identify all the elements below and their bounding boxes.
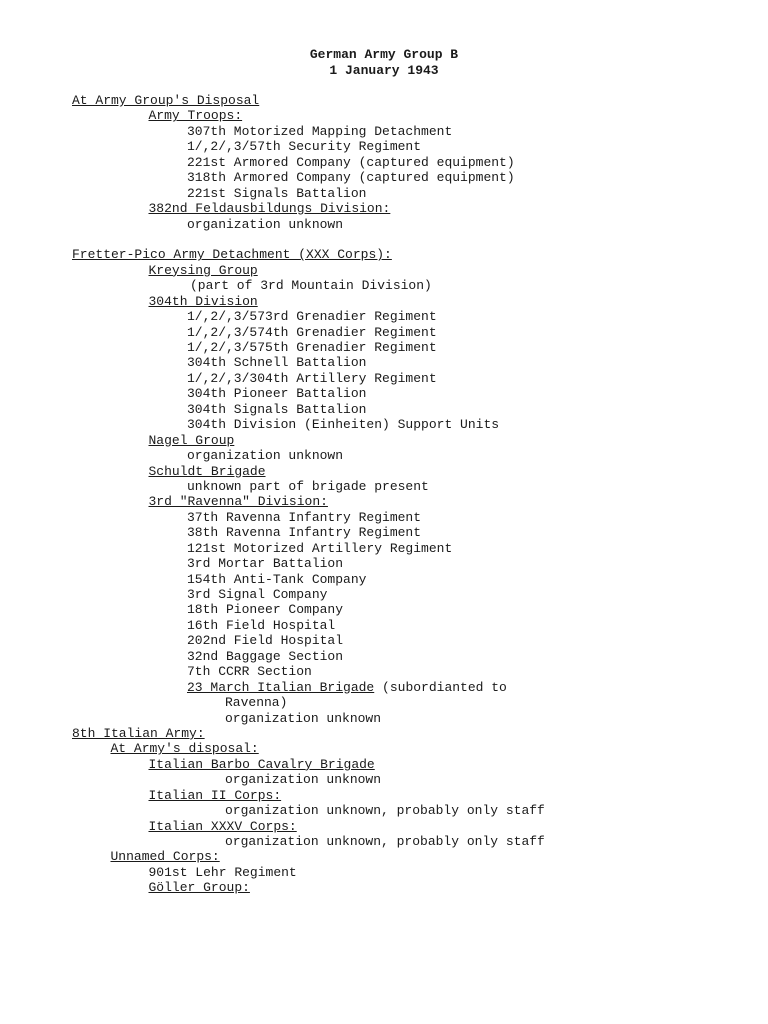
document-line bbox=[72, 417, 545, 432]
document-line bbox=[72, 757, 545, 772]
unit-entry: 3rd Mortar Battalion bbox=[187, 556, 344, 572]
document-date: 1 January 1943 bbox=[329, 62, 439, 78]
document-line bbox=[72, 448, 545, 463]
unit-entry: 37th Ravenna Infantry Regiment bbox=[187, 509, 422, 525]
unit-entry: 16th Field Hospital bbox=[187, 617, 336, 633]
blank-line bbox=[72, 232, 545, 247]
document-line bbox=[72, 772, 545, 787]
unit-entry: 221st Armored Company (captured equipment) bbox=[187, 154, 515, 170]
document-line bbox=[72, 680, 545, 695]
document-line bbox=[72, 695, 545, 710]
unit-entry: 1/,2/,3/574th Grenadier Regiment bbox=[187, 324, 437, 340]
document-line bbox=[72, 587, 545, 602]
unit-heading: Italian II Corps: bbox=[148, 787, 282, 803]
document-line bbox=[72, 186, 545, 201]
unit-heading: Italian XXXV Corps: bbox=[148, 818, 297, 834]
unit-entry: unknown part of brigade present bbox=[187, 478, 429, 494]
unit-heading: Fretter-Pico Army Detachment (XXX Corps): bbox=[72, 247, 392, 263]
unit-entry: 221st Signals Battalion bbox=[187, 185, 367, 201]
order-of-battle-list bbox=[72, 93, 545, 896]
unit-heading: 23 March Italian Brigade bbox=[187, 679, 375, 695]
document-line bbox=[72, 479, 545, 494]
unit-entry: 304th Schnell Battalion bbox=[187, 355, 367, 371]
unit-entry: 18th Pioneer Company bbox=[187, 602, 344, 618]
document-line bbox=[72, 402, 545, 417]
document-line bbox=[72, 649, 545, 664]
unit-heading: At Army's disposal: bbox=[110, 741, 259, 757]
unit-heading: Kreysing Group bbox=[148, 262, 258, 278]
document-line bbox=[72, 247, 545, 262]
unit-heading: 382nd Feldausbildungs Division: bbox=[148, 201, 391, 217]
unit-heading: Göller Group: bbox=[148, 880, 250, 896]
document-line bbox=[72, 371, 545, 386]
document-line bbox=[72, 880, 545, 895]
unit-entry: 7th CCRR Section bbox=[187, 664, 312, 680]
document-line bbox=[72, 355, 545, 370]
document-line bbox=[72, 155, 545, 170]
unit-heading: 8th Italian Army: bbox=[72, 725, 205, 741]
document-line bbox=[72, 741, 545, 756]
document-line bbox=[72, 325, 545, 340]
unit-entry: organization unknown bbox=[187, 448, 344, 464]
document-line bbox=[72, 572, 545, 587]
unit-entry: 901st Lehr Regiment bbox=[148, 864, 297, 880]
unit-entry: organization unknown bbox=[187, 216, 344, 232]
unit-entry: 307th Motorized Mapping Detachment bbox=[187, 123, 453, 139]
unit-entry: 154th Anti-Tank Company bbox=[187, 571, 367, 587]
document-line bbox=[72, 711, 545, 726]
document-line bbox=[72, 201, 545, 216]
document-title: German Army Group B bbox=[309, 47, 459, 62]
document-line bbox=[72, 834, 545, 849]
unit-entry: organization unknown, probably only staff bbox=[225, 834, 545, 849]
unit-heading: Schuldt Brigade bbox=[148, 463, 266, 479]
unit-heading: Army Troops: bbox=[148, 108, 243, 124]
unit-entry: 202nd Field Hospital bbox=[187, 633, 344, 649]
unit-entry: 304th Pioneer Battalion bbox=[187, 386, 367, 402]
unit-heading: At Army Group's Disposal bbox=[72, 93, 260, 108]
document-line bbox=[72, 217, 545, 232]
unit-entry: 304th Signals Battalion bbox=[187, 401, 367, 417]
document-line bbox=[72, 525, 545, 540]
unit-entry: organization unknown bbox=[225, 772, 382, 788]
document-line bbox=[72, 664, 545, 679]
document-line bbox=[72, 819, 545, 834]
document-line bbox=[72, 464, 545, 479]
document-line bbox=[72, 278, 545, 293]
unit-entry: 1/,2/,3/575th Grenadier Regiment bbox=[187, 340, 437, 355]
unit-heading: Nagel Group bbox=[148, 432, 235, 448]
document-line bbox=[72, 433, 545, 448]
document-line bbox=[72, 170, 545, 185]
unit-entry: 318th Armored Company (captured equipment) bbox=[187, 170, 515, 186]
document-line bbox=[72, 108, 545, 123]
document-line bbox=[72, 618, 545, 633]
document-line bbox=[72, 849, 545, 864]
document-line bbox=[72, 386, 545, 401]
unit-entry: 304th Division (Einheiten) Support Units bbox=[187, 417, 500, 433]
document-line bbox=[72, 124, 545, 139]
unit-heading: Unnamed Corps: bbox=[110, 849, 220, 865]
unit-entry: organization unknown, probably only staff bbox=[225, 803, 545, 819]
unit-entry: 1/,2/,3/57th Security Regiment bbox=[187, 139, 422, 155]
document-line bbox=[72, 556, 545, 571]
document-line bbox=[72, 602, 545, 617]
document-line bbox=[72, 340, 545, 355]
unit-entry: organization unknown bbox=[225, 710, 382, 726]
unit-entry: (part of 3rd Mountain Division) bbox=[190, 278, 432, 294]
unit-entry: 1/,2/,3/304th Artillery Regiment bbox=[187, 370, 437, 386]
document-line bbox=[72, 726, 545, 741]
unit-entry: Ravenna) bbox=[225, 695, 288, 711]
document-line bbox=[72, 633, 545, 648]
unit-note: (subordianted to bbox=[374, 679, 507, 695]
document-line bbox=[72, 510, 545, 525]
unit-entry: 121st Motorized Artillery Regiment bbox=[187, 540, 453, 556]
document-line bbox=[72, 803, 545, 818]
unit-entry: 3rd Signal Company bbox=[187, 587, 328, 602]
unit-entry: 1/,2/,3/573rd Grenadier Regiment bbox=[187, 309, 437, 325]
document-line bbox=[72, 788, 545, 803]
document-line bbox=[72, 294, 545, 309]
document-line bbox=[72, 541, 545, 556]
document-line bbox=[72, 93, 545, 108]
document-line bbox=[72, 263, 545, 278]
unit-heading: 304th Division bbox=[148, 293, 258, 309]
document-line bbox=[72, 139, 545, 154]
document-line bbox=[72, 309, 545, 324]
unit-heading: Italian Barbo Cavalry Brigade bbox=[148, 756, 375, 772]
unit-entry: 32nd Baggage Section bbox=[187, 648, 344, 664]
unit-entry: 38th Ravenna Infantry Regiment bbox=[187, 525, 422, 541]
document-line bbox=[72, 865, 545, 880]
document-line bbox=[72, 494, 545, 509]
unit-heading: 3rd "Ravenna" Division: bbox=[148, 494, 328, 510]
